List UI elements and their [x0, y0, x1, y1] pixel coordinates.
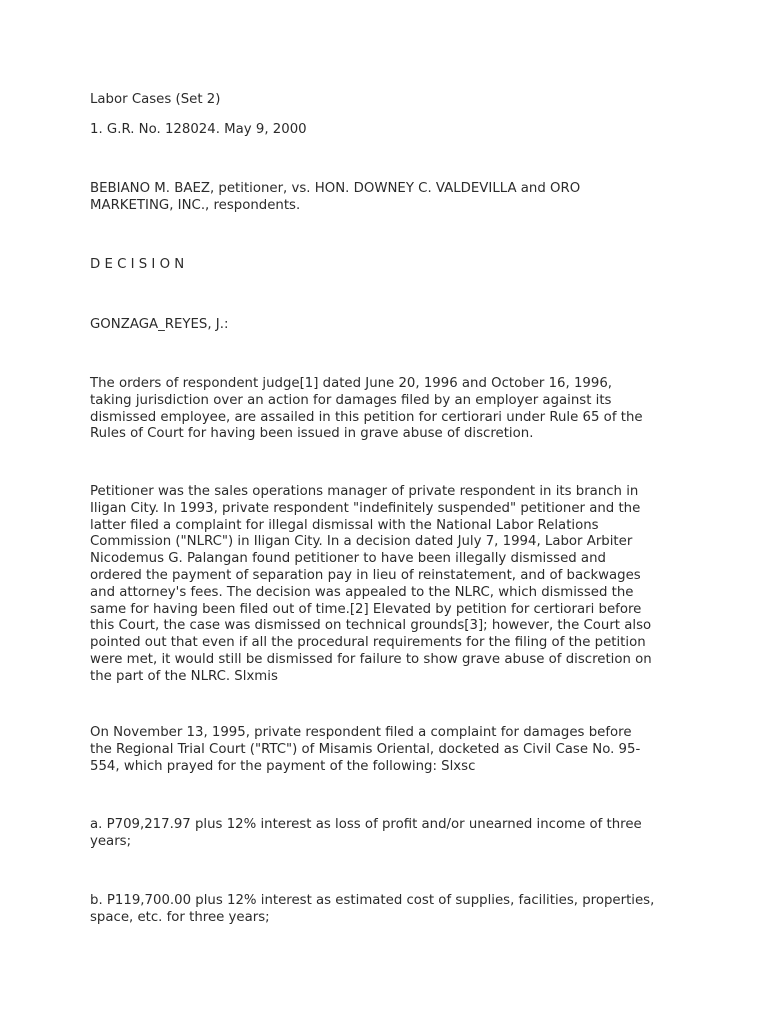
prayer-item-b: b. P119,700.00 plus 12% interest as estimated cost of supplies, facilities, properties, space, etc. for three years;: [90, 893, 655, 925]
ponente-judge: GONZAGA_REYES, J.:: [90, 317, 229, 332]
prayer-item-a: a. P709,217.97 plus 12% interest as loss of profit and/or unearned income of three years;: [90, 817, 642, 849]
paragraph-2: Petitioner was the sales operations manager of private respondent in its branch in Iligan City. In 1993, private respondent "indefinitely suspended" petitioner and the latter filed a complaint for illegal dismissal with the National Labor Relations Commission ("NLRC") in Iligan City. In a decision dated July 7, 1994, Labor Arbiter Nicodemus G. Palangan found petitioner to have been illegally dismissed and ordered the payment of separation pay in lieu of reinstatement, and of backwages and attorney's fees. The decision was appealed to the NLRC, which dismissed the same for having been filed out of time.[2] Elevated by petition for certiorari before this Court, the case was dismissed on technical grounds[3]; however, the Court also pointed out that even if all the procedural requirements for the filing of the petition were met, it would still be dismissed for failure to show grave abuse of discretion on the part of the NLRC. Slxmis: [90, 484, 652, 684]
document-title: Labor Cases (Set 2): [90, 92, 221, 107]
case-number: 1. G.R. No. 128024. May 9, 2000: [90, 122, 307, 137]
paragraph-1: The orders of respondent judge[1] dated June 20, 1996 and October 16, 1996, taking jurisdiction over an action for damages filed by an employer against its dismissed employee, are assailed in this petition for certiorari under Rule 65 of the Rules of Court for having been issued in grave abuse of discretion.: [90, 376, 643, 442]
paragraph-3: On November 13, 1995, private respondent filed a complaint for damages before the Regional Trial Court ("RTC") of Misamis Oriental, docketed as Civil Case No. 95- 554, which prayed for the payment of the following: Slxsc: [90, 725, 641, 774]
decision-heading: D E C I S I O N: [90, 257, 185, 272]
case-parties: BEBIANO M. BAEZ, petitioner, vs. HON. DOWNEY C. VALDEVILLA and ORO MARKETING, INC., respondents.: [90, 181, 581, 213]
